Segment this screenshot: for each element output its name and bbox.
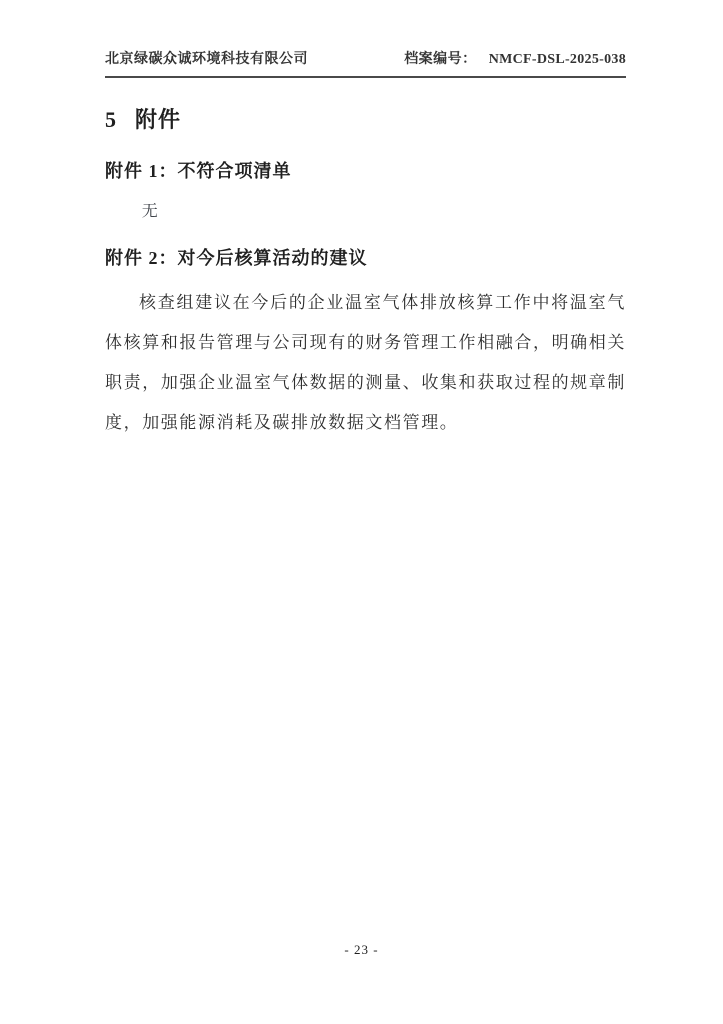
- attachment1-body: 无: [141, 203, 159, 220]
- page-header: [105, 48, 626, 78]
- section-title: 附件: [135, 107, 182, 132]
- attachment1-heading: 附件 1：不符合项清单: [105, 161, 292, 181]
- page-number: - 23 -: [344, 942, 379, 957]
- page-content: [105, 0, 626, 443]
- section-number: 5: [105, 107, 117, 132]
- doc-number-value: NMCF-DSL-2025-038: [488, 52, 626, 67]
- section-heading: [105, 103, 626, 134]
- company-name: 北京绿碳众诚环境科技有限公司: [105, 52, 308, 67]
- doc-number-label: 档案编号：: [404, 52, 477, 67]
- attachment2-heading: 附件 2：对今后核算活动的建议: [105, 248, 368, 268]
- doc-number: [404, 48, 626, 68]
- attachment2-body: 核查组建议在今后的企业温室气体排放核算工作中将温室气体核算和报告管理与公司现有的财务管理工作相融合，明确相关职责，加强企业温室气体数据的测量、收集和获取过程的规章制度，加强能源消耗及碳排放数据文档管理。: [105, 293, 626, 432]
